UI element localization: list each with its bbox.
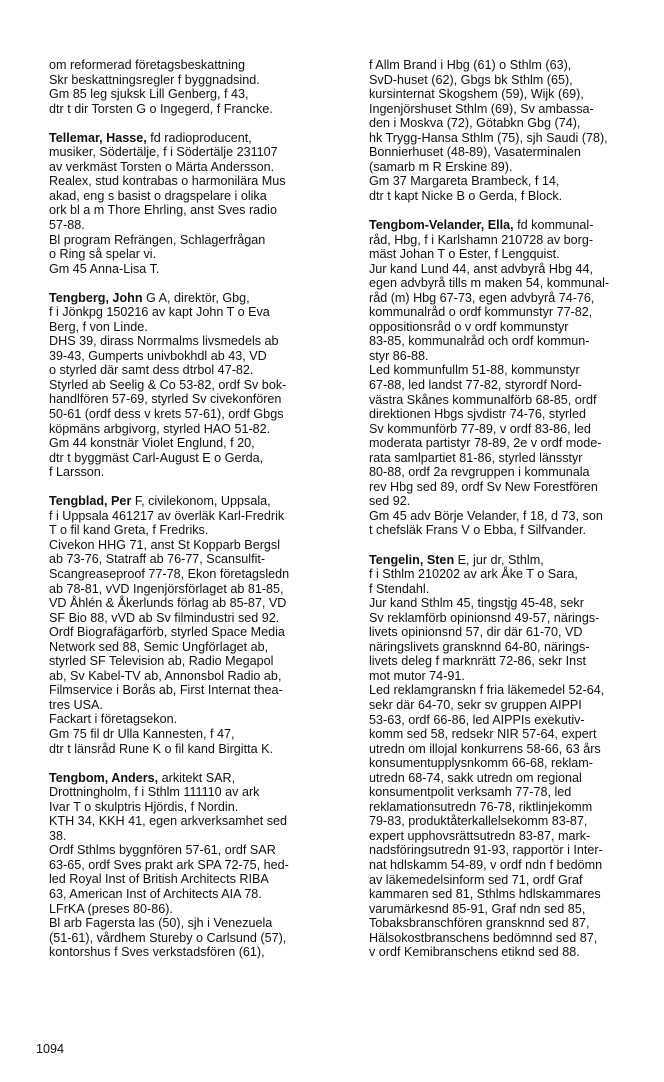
entry-text: om reformerad företagsbeskattning (49, 58, 246, 72)
right-column (369, 58, 664, 974)
entry-text: fd kommunal- (513, 217, 594, 232)
entry-text: reklamationsutredn 76-78, riktlinjekomm (369, 799, 593, 814)
biography-entry (369, 58, 664, 203)
entry-line (369, 494, 664, 509)
entry-line (369, 582, 664, 597)
entry-line (369, 567, 664, 582)
entry-text: E, jur dr, Sthlm, (454, 552, 544, 567)
entry-line (49, 858, 345, 873)
entry-line (49, 523, 345, 538)
entry-line (49, 712, 345, 727)
entry-line (49, 189, 345, 204)
entry-text: köpmäns arbgivorg, styrled HAO 51-82. (49, 421, 271, 436)
entry-text: dtr t kapt Nicke B o Gerda, f Block. (369, 188, 563, 203)
entry-line (49, 305, 345, 320)
entry-text: f i Jönkpg 150216 av kapt John T o Eva (49, 305, 270, 320)
entry-text: f Larsson. (49, 465, 105, 480)
entry-text: Ordf Biografägarförb, styrled Space Media (49, 625, 285, 640)
entry-text: Fackart i företagsekon. (49, 712, 178, 727)
entry-line (369, 58, 664, 73)
entry-text: nadsföringsutredn 91-93, rapportör i Inter- (369, 843, 603, 858)
entry-line (369, 771, 664, 786)
entry-line (49, 218, 345, 233)
entry-line (369, 73, 664, 88)
entry-text: Gm 45 Anna-Lisa T. (49, 261, 160, 276)
entry-text: Jur kand Lund 44, anst advbyrå Hbg 44, (369, 261, 594, 276)
entry-line (369, 553, 664, 568)
entry-text: f Allm Brand i Hbg (61) o Sthlm (63), (369, 58, 572, 72)
entry-line (369, 262, 664, 277)
entry-text: Sv reklamförb opinionsnd 49-57, närings- (369, 610, 600, 625)
entry-text: Gm 44 konstnär Violet Englund, f 20, (49, 436, 255, 451)
entry-text: led Royal Inst of British Architects RIBA (49, 872, 269, 887)
left-column (49, 58, 345, 974)
entry-text: råd, Hbg, f i Karlshamn 210728 av borg- (369, 232, 594, 247)
entry-text: rev Hbg sed 89, ordf Sv New Forestfören (369, 479, 598, 494)
entry-text: näringslivets gransknnd 64-80, närings- (369, 639, 590, 654)
entry-line (369, 276, 664, 291)
entry-text: 50-61 (ordf dess v krets 57-61), ordf Gbgs (49, 407, 284, 422)
entry-text: o Ring så spelar vi. (49, 247, 157, 262)
entry-line (49, 363, 345, 378)
entry-line (49, 349, 345, 364)
entry-text: Sv kommunförb 77-89, v ordf 83-86, led (369, 421, 591, 436)
entry-line (49, 87, 345, 102)
entry-line (49, 829, 345, 844)
entry-text: moderata partistyr 78-89, 2e v ordf mode- (369, 436, 602, 451)
entry-text: Styrled ab Seelig & Co 53-82, ordf Sv bok- (49, 377, 287, 392)
entry-text: västra Skånes kommunalförb 68-85, ordf (369, 392, 597, 407)
entry-line (49, 640, 345, 655)
entry-text: ab, Sv Kabel-TV ab, Annonsbol Radio ab, (49, 668, 282, 683)
entry-line (49, 872, 345, 887)
entry-text: Gm 45 adv Börje Velander, f 18, d 73, son (369, 508, 603, 523)
entry-text: Drottningholm, f i Sthlm 111110 av ark (49, 785, 260, 800)
entry-line (369, 305, 664, 320)
entry-line (369, 640, 664, 655)
entry-line (369, 742, 664, 757)
entry-text: sed 92. (369, 494, 411, 509)
entry-text: egen advbyrå tills m maken 54, kommunal- (369, 276, 610, 291)
entry-text: v ordf Kemibranschens etiknd sed 88. (369, 945, 580, 960)
entry-line (49, 683, 345, 698)
entry-text: o styrled där samt dess dtrbol 47-82. (49, 363, 254, 378)
entry-line (49, 378, 345, 393)
entry-line (369, 843, 664, 858)
entry-line (369, 800, 664, 815)
entry-line (49, 596, 345, 611)
entry-text: rata samlpartiet 81-86, styrled länsstyr (369, 450, 583, 465)
entry-text: Ordf Sthlms byggnfören 57-61, ordf SAR (49, 843, 276, 858)
entry-line (49, 320, 345, 335)
entry-text: råd (m) Hbg 67-73, egen advbyrå 74-76, (369, 290, 595, 305)
entry-text: utredn om illojal konkurrens 58-66, 63 års (369, 741, 601, 756)
entry-text: Led kommunfullm 51-88, kommunstyr (369, 363, 580, 378)
entry-line (49, 669, 345, 684)
entry-text: f i Uppsala 461217 av överläk Karl-Fredrik (49, 508, 285, 523)
entry-line (369, 116, 664, 131)
entry-text: (51-61), vårdhem Stureby o Carlsund (57), (49, 930, 287, 945)
biography-entry (369, 553, 664, 960)
entry-text: musiker, Södertälje, f i Södertälje 231107 (49, 145, 278, 160)
entry-name: Tellemar, Hasse, (49, 130, 147, 145)
entry-text: Skr beskattningsregler f byggnadsind. (49, 72, 260, 87)
entry-line (49, 174, 345, 189)
entry-line (369, 160, 664, 175)
entry-line (369, 945, 664, 960)
entry-line (49, 145, 345, 160)
entry-text: kommunalråd o ordf kommunstyr 77-82, (369, 305, 593, 320)
entry-line (49, 494, 345, 509)
entry-text: tres USA. (49, 697, 103, 712)
entry-line (49, 233, 345, 248)
entry-line (369, 596, 664, 611)
entry-text: Civekon HHG 71, anst St Kopparb Bergsl (49, 537, 280, 552)
entry-line (49, 567, 345, 582)
entry-text: ork bl a m Thore Ehrling, anst Sves radio (49, 203, 277, 218)
entry-line (369, 931, 664, 946)
entry-text: KTH 34, KKH 41, egen arkverksamhet sed (49, 814, 287, 829)
entry-line (369, 713, 664, 728)
entry-text: f i Sthlm 210202 av ark Åke T o Sara, (369, 567, 578, 582)
entry-line (49, 552, 345, 567)
entry-text: mäst Johan T o Ester, f Lengquist. (369, 247, 560, 262)
entry-text: expert upphovsrättsutredn 83-87, mark- (369, 828, 591, 843)
entry-text: 67-88, led landst 77-82, styrordf Nord- (369, 377, 582, 392)
entry-text: arkitekt SAR, (158, 770, 236, 785)
entry-text: dtr t dir Torsten G o Ingegerd, f Francke. (49, 101, 273, 116)
entry-line (369, 378, 664, 393)
entry-line (369, 523, 664, 538)
entry-line (369, 131, 664, 146)
entry-text: konsumentpolit verksamh 77-78, led (369, 785, 572, 800)
entry-line (49, 407, 345, 422)
entry-text: Scangreaseproof 77-78, Ekon företagsledn (49, 567, 290, 581)
entry-line (49, 451, 345, 466)
entry-text: (samarb m R Erskine 89). (369, 159, 513, 174)
entry-name: Tengblad, Per (49, 494, 132, 509)
entry-line (369, 422, 664, 437)
entry-text: LFrKA (preses 80-86). (49, 901, 173, 916)
entry-text: hk Trygg-Hansa Sthlm (75), sjh Saudi (78), (369, 130, 608, 145)
entry-line (49, 58, 345, 73)
entry-line (369, 102, 664, 117)
entry-text: handlfören 57-69, styrled Sv civekonfören (49, 392, 282, 407)
entry-text: t chefsläk Frans V o Ebba, f Silfvander. (369, 523, 587, 538)
entry-line (369, 320, 664, 335)
entry-text: Filmservice i Borås ab, First Internat thea- (49, 683, 283, 698)
entry-line (49, 654, 345, 669)
entry-line (369, 233, 664, 248)
entry-text: f Stendahl. (369, 581, 430, 596)
entry-line (49, 422, 345, 437)
entry-text: Ivar T o skulptris Hjördis, f Nordin. (49, 799, 239, 814)
entry-line (369, 611, 664, 626)
entry-text: Hälsokostbranschens bedömnnd sed 87, (369, 930, 598, 945)
entry-text: dtr t byggmäst Carl-August E o Gerda, (49, 450, 264, 465)
entry-line (369, 902, 664, 917)
entry-line (49, 843, 345, 858)
entry-line (369, 334, 664, 349)
entry-text: 53-63, ordf 66-86, led AIPPIs exekutiv- (369, 712, 585, 727)
entry-line (369, 669, 664, 684)
entry-line (49, 582, 345, 597)
entry-line (49, 814, 345, 829)
entry-line (369, 189, 664, 204)
entry-text: G A, direktör, Gbg, (142, 290, 250, 305)
entry-text: Ingenjörshuset Sthlm (69), Sv ambassa- (369, 101, 594, 116)
entry-text: livets opinionsnd 57, dir där 61-70, VD (369, 625, 583, 640)
entry-text: styr 86-88. (369, 348, 429, 363)
entry-line (369, 814, 664, 829)
entry-line (49, 131, 345, 146)
entry-text: 63, American Inst of Architects AIA 78. (49, 886, 262, 901)
entry-text: Gm 75 fil dr Ulla Kannesten, f 47, (49, 727, 235, 742)
entry-line (369, 829, 664, 844)
entry-line (369, 727, 664, 742)
entry-line (49, 247, 345, 262)
entry-line (49, 945, 345, 960)
entry-text: kammaren sed 81, Sthlms hdlskammares (369, 887, 601, 902)
entry-text: F, civilekonom, Uppsala, (131, 494, 271, 509)
entry-line (49, 698, 345, 713)
entry-line (369, 407, 664, 422)
entry-name: Tengbom-Velander, Ella, (369, 217, 514, 232)
entry-line (369, 393, 664, 408)
entry-line (49, 785, 345, 800)
entry-line (369, 465, 664, 480)
entry-line (369, 436, 664, 451)
entry-text: Realex, stud kontrabas o harmonilära Mus (49, 174, 286, 189)
entry-text: 83-85, kommunalråd och ordf kommun- (369, 334, 590, 349)
entry-line (369, 887, 664, 902)
entry-text: utredn 68-74, sakk utredn om regional (369, 770, 582, 785)
entry-text: 63-65, ordf Sves prakt ark SPA 72-75, hed- (49, 857, 289, 872)
entry-line (49, 203, 345, 218)
entry-line (369, 916, 664, 931)
entry-line (369, 625, 664, 640)
entry-line (369, 480, 664, 495)
entry-line (49, 887, 345, 902)
entry-text: kursinternat Skogshem (59), Wijk (69), (369, 87, 584, 102)
entry-text: 57-88. (49, 217, 85, 232)
entry-text: mot mutor 74-91. (369, 668, 465, 683)
entry-line (369, 756, 664, 771)
entry-text: Tobaksbranschfören gransknnd sed 87, (369, 916, 590, 931)
entry-text: 38. (49, 828, 67, 843)
entry-line (369, 363, 664, 378)
entry-text: T o fil kand Greta, f Fredriks. (49, 523, 209, 538)
biography-entry (49, 291, 345, 480)
entry-text: Berg, f von Linde. (49, 319, 148, 334)
entry-line (49, 902, 345, 917)
entry-line (369, 858, 664, 873)
entry-text: 39-43, Gumperts univbokhdl ab 43, VD (49, 348, 267, 363)
entry-line (49, 291, 345, 306)
entry-text: Led reklamgranskn f fria läkemedel 52-64, (369, 683, 605, 698)
entry-line (49, 334, 345, 349)
entry-line (49, 160, 345, 175)
entry-name: Tengelin, Sten (369, 552, 455, 567)
entry-text: Bl program Refrängen, Schlagerfrågan (49, 232, 266, 247)
entry-text: direktionen Hbgs sjvdistr 74-76, styrled (369, 407, 586, 422)
entry-text: av läkemedelsinform sed 71, ordf Graf (369, 872, 583, 887)
entry-line (369, 291, 664, 306)
entry-line (49, 538, 345, 553)
entry-line (369, 451, 664, 466)
entry-text: livets deleg f marknrätt 72-86, sekr Inst (369, 654, 586, 669)
entry-line (369, 683, 664, 698)
entry-text: SF Bio 88, vVD ab Sv filmindustri sed 92. (49, 610, 280, 625)
entry-name: Tengbom, Anders, (49, 770, 159, 785)
entry-line (49, 392, 345, 407)
entry-line (49, 931, 345, 946)
entry-line (369, 873, 664, 888)
entry-name: Tengberg, John (49, 290, 143, 305)
entry-line (49, 465, 345, 480)
entry-text: ab 73-76, Statraff ab 76-77, Scansulfit- (49, 552, 266, 567)
entry-line (49, 436, 345, 451)
entry-line (369, 698, 664, 713)
entry-line (49, 102, 345, 117)
entry-line (49, 625, 345, 640)
entry-text: konsumentupplysnkomm 66-68, reklam- (369, 756, 593, 771)
entry-text: VD Åhlén & Åkerlunds förlag ab 85-87, VD (49, 596, 287, 611)
entry-line (369, 349, 664, 364)
biography-entry (49, 771, 345, 960)
entry-text: den i Moskva (72), Götabkn Gbg (74), (369, 116, 581, 131)
entry-line (49, 800, 345, 815)
entry-line (369, 247, 664, 262)
entry-text: oppositionsråd o v ordf kommunstyr (369, 319, 569, 334)
entry-line (49, 509, 345, 524)
biography-entry (49, 131, 345, 276)
entry-text: kontorshus f Sves verkstadsfören (61), (49, 945, 265, 960)
entry-text: SvD-huset (62), Gbgs bk Sthlm (65), (369, 72, 573, 87)
entry-text: akad, eng s basist o dragspelare i olika (49, 188, 267, 203)
entry-text: Bonnierhuset (48-89), Vasaterminalen (369, 145, 581, 160)
entry-text: dtr t länsråd Rune K o fil kand Birgitta K. (49, 741, 274, 756)
entry-text: av verkmäst Torsten o Märta Andersson. (49, 159, 275, 174)
entry-line (49, 742, 345, 757)
entry-text: varumärkesnd 85-91, Graf ndn sed 85, (369, 901, 586, 916)
biography-entry (369, 218, 664, 538)
entry-text: 79-83, produktåterkallelsekomm 83-87, (369, 814, 588, 829)
entry-line (369, 785, 664, 800)
entry-text: ab 78-81, vVD Ingenjörsförlaget ab 81-85, (49, 581, 284, 596)
biography-entry (49, 58, 345, 116)
entry-line (49, 611, 345, 626)
entry-line (49, 262, 345, 277)
entry-line (369, 145, 664, 160)
entry-text: styrled SF Television ab, Radio Megapol (49, 654, 274, 669)
entry-text: 80-88, ordf 2a revgruppen i kommunala (369, 465, 590, 480)
entry-text: sekr där 64-70, sekr sv gruppen AIPPI (369, 697, 582, 712)
page-number: 1094 (36, 1042, 65, 1056)
entry-line (369, 174, 664, 189)
entry-text: Bl arb Fagersta las (50), sjh i Venezuela (49, 916, 273, 931)
entry-line (49, 771, 345, 786)
entry-text: fd radioproducent, (146, 130, 252, 145)
entry-text: nat hdlskamm 54-89, v ordf ndn f bedömn (369, 857, 603, 872)
entry-line (49, 727, 345, 742)
entry-text: Network sed 88, Semic Ungförlaget ab, (49, 639, 269, 654)
entry-text: Gm 85 leg sjuksk Lill Genberg, f 43, (49, 87, 249, 102)
entry-line (369, 87, 664, 102)
entry-text: Gm 37 Margareta Brambeck, f 14, (369, 174, 560, 189)
entry-text: Jur kand Sthlm 45, tingstjg 45-48, sekr (369, 596, 584, 611)
entry-line (49, 73, 345, 88)
entry-line (369, 654, 664, 669)
entry-line (49, 916, 345, 931)
entry-line (369, 218, 664, 233)
entry-line (369, 509, 664, 524)
entry-text: komm sed 58, redsekr NIR 57-64, expert (369, 727, 597, 742)
biography-entry (49, 494, 345, 756)
entry-text: DHS 39, dirass Norrmalms livsmedels ab (49, 334, 279, 349)
